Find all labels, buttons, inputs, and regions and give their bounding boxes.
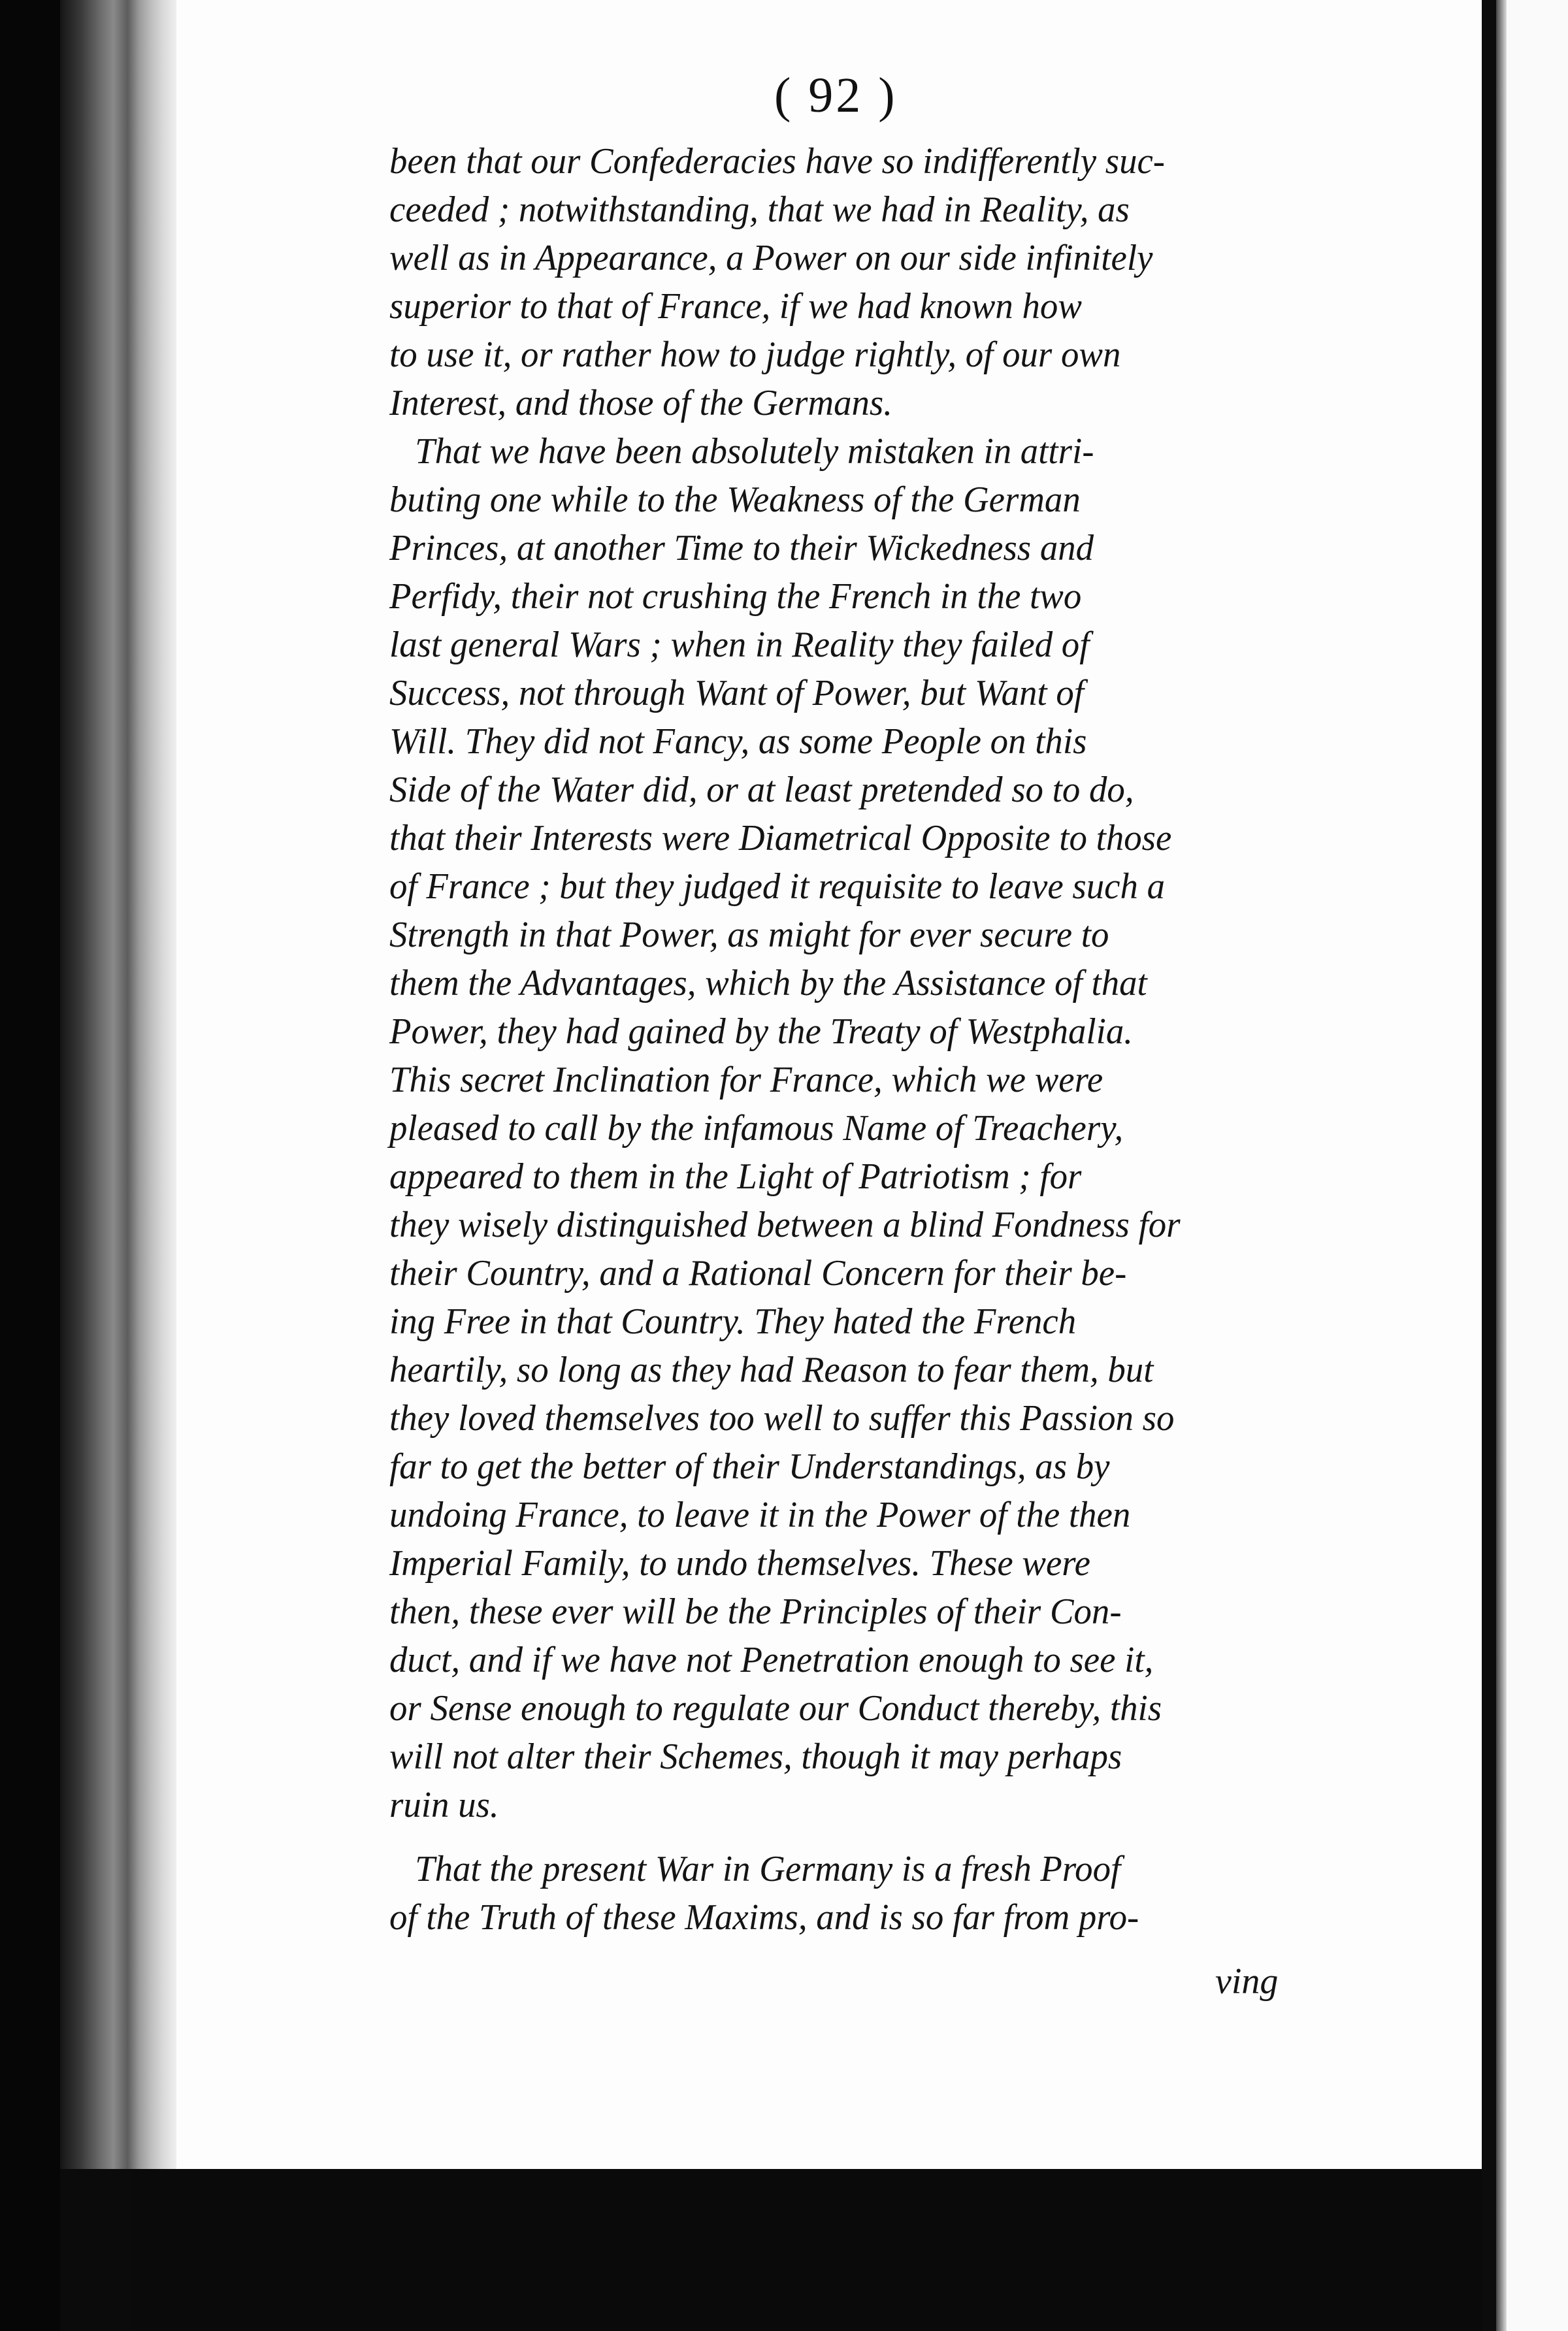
catchword: ving	[1215, 1961, 1279, 2002]
text-line: buting one while to the Weakness of the German	[389, 480, 1081, 520]
text-line: of France ; but they judged it requisite to leave such a	[389, 866, 1166, 907]
text-line: ing Free in that Country. They hated the French	[389, 1301, 1077, 1342]
text-line: far to get the better of their Understandings, as by	[389, 1446, 1110, 1487]
page-number: ( 92 )	[774, 68, 898, 123]
body-text	[389, 137, 1324, 1942]
text-line: superior to that of France, if we had known how	[389, 286, 1082, 327]
text-line: last general Wars ; when in Reality they failed of	[389, 625, 1090, 665]
text-line: they loved themselves too well to suffer this Passion so	[389, 1398, 1175, 1439]
text-line: or Sense enough to regulate our Conduct thereby, this	[389, 1688, 1162, 1729]
book-spine-shadow	[60, 0, 176, 2169]
text-line: well as in Appearance, a Power on our side infinitely	[389, 238, 1153, 278]
text-line: that their Interests were Diametrical Opposite to those	[389, 818, 1172, 858]
text-line: Success, not through Want of Power, but Want of	[389, 673, 1084, 713]
text-line: ruin us.	[389, 1785, 499, 1825]
text-line: This secret Inclination for France, which we were	[389, 1060, 1103, 1100]
text-line: their Country, and a Rational Concern for their be-	[389, 1253, 1127, 1294]
text-line: been that our Confederacies have so indifferently suc-	[389, 141, 1166, 182]
facing-page-shadow	[1496, 0, 1507, 2331]
scan-bottom-margin	[131, 2169, 1483, 2331]
text-line: pleased to call by the infamous Name of Treachery,	[389, 1108, 1124, 1149]
text-line: Will. They did not Fancy, as some People on this	[389, 721, 1087, 762]
text-line: then, these ever will be the Principles of their Con-	[389, 1591, 1122, 1632]
text-line: Side of the Water did, or at least pretended so to do,	[389, 770, 1134, 810]
text-line: heartily, so long as they had Reason to fear them, but	[389, 1350, 1154, 1390]
text-line: to use it, or rather how to judge rightly, of our own	[389, 334, 1121, 375]
text-line: ceeded ; notwithstanding, that we had in Reality, as	[389, 189, 1130, 230]
text-line: of the Truth of these Maxims, and is so far from pro-	[389, 1897, 1139, 1938]
text-line: Princes, at another Time to their Wickedness and	[389, 528, 1094, 568]
text-line: duct, and if we have not Penetration enough to see it,	[389, 1640, 1154, 1680]
text-line: they wisely distinguished between a blind Fondness for	[389, 1205, 1181, 1245]
text-line: Imperial Family, to undo themselves. These were	[389, 1543, 1090, 1584]
paragraph-start-line: That the present War in Germany is a fresh Proof	[415, 1849, 1121, 1889]
text-line: will not alter their Schemes, though it may perhaps	[389, 1736, 1122, 1777]
page-gutter-edge	[1482, 0, 1496, 2331]
text-line: Strength in that Power, as might for ever secure to	[389, 915, 1109, 955]
text-line: them the Advantages, which by the Assistance of that	[389, 963, 1147, 1003]
paragraph-start-line: That we have been absolutely mistaken in attri-	[415, 431, 1094, 472]
text-line: Interest, and those of the Germans.	[389, 383, 892, 423]
text-line: appeared to them in the Light of Patriotism ; for	[389, 1156, 1082, 1197]
text-line: undoing France, to leave it in the Power of the then	[389, 1495, 1131, 1535]
scan-left-margin	[0, 0, 60, 2331]
facing-page-edge	[1496, 0, 1568, 2331]
text-line: Power, they had gained by the Treaty of Westphalia.	[389, 1011, 1133, 1052]
text-line: Perfidy, their not crushing the French in the two	[389, 576, 1082, 617]
